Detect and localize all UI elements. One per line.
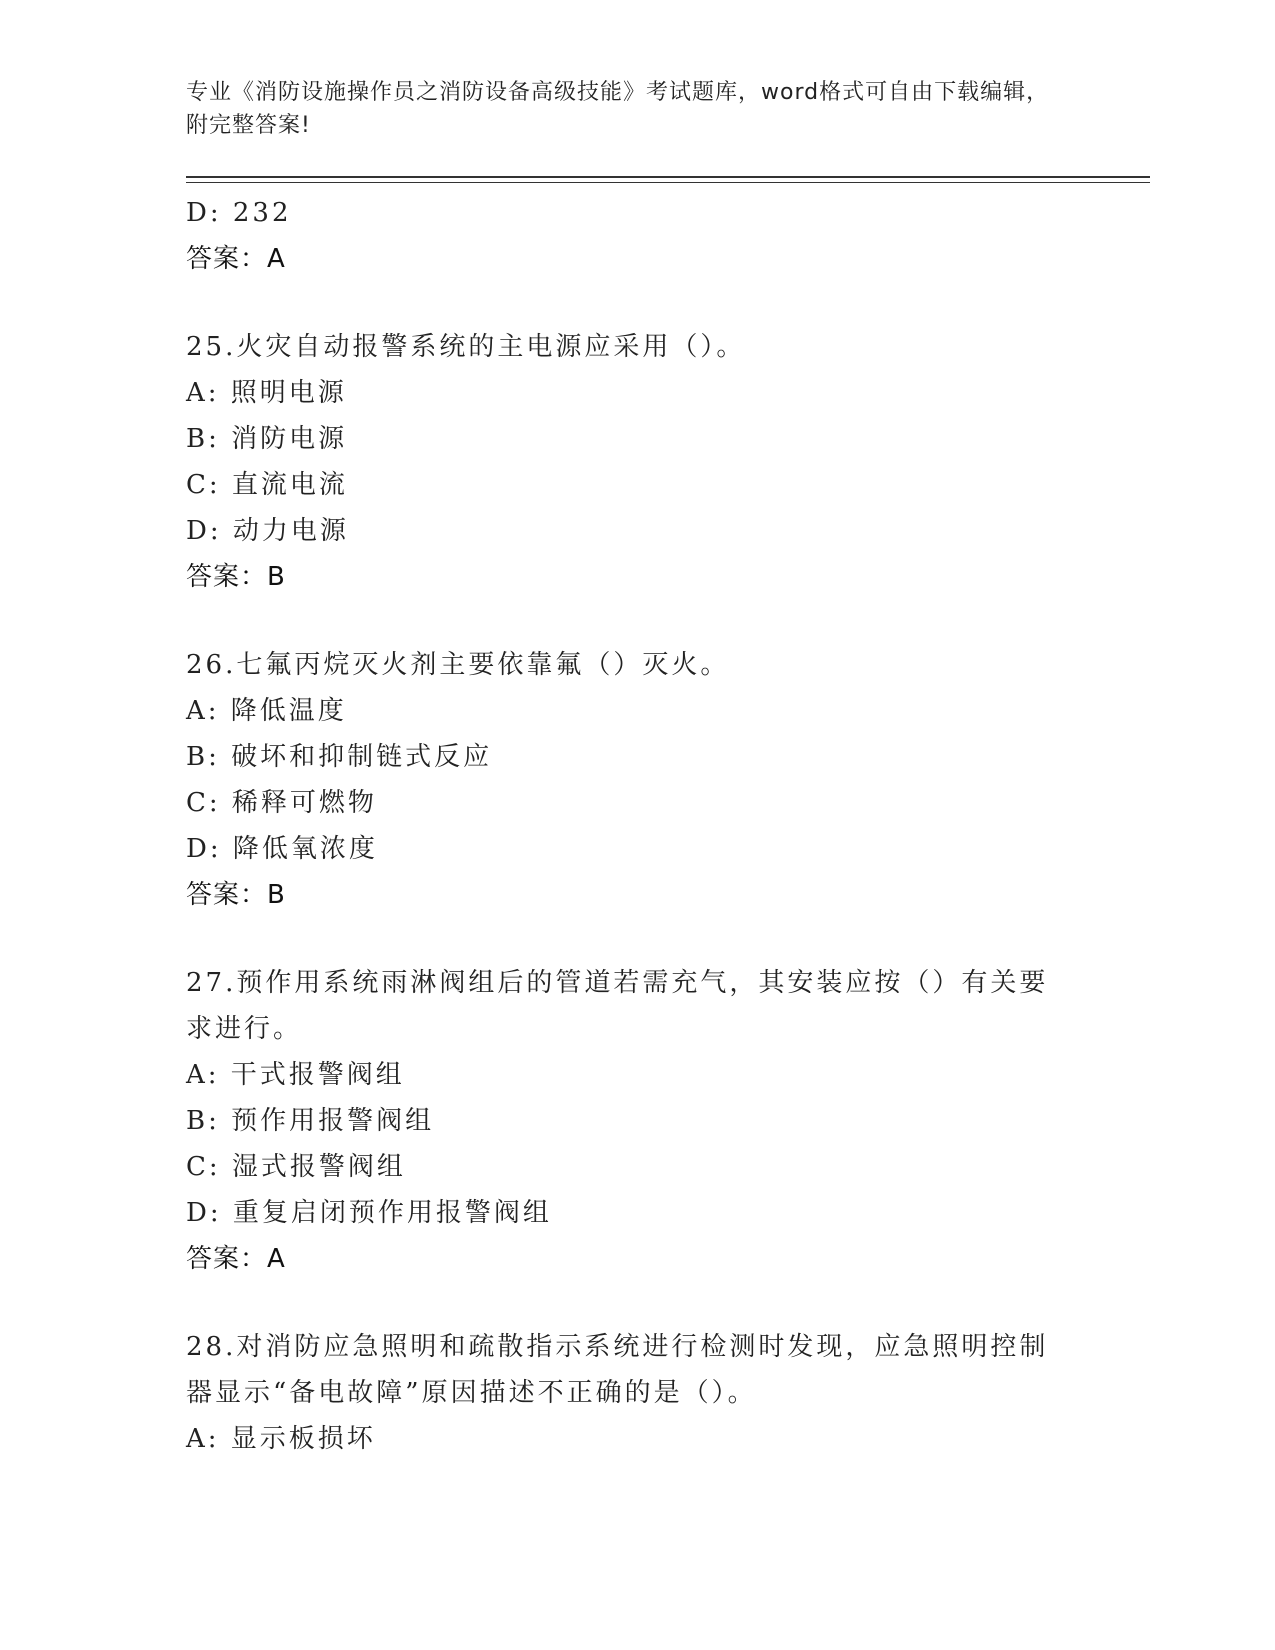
option-a: A: 照明电源 [186, 378, 347, 408]
option-a: A: 干式报警阀组 [186, 1060, 405, 1090]
option-d: D: 降低氧浓度 [186, 834, 378, 864]
question-25 [186, 324, 1086, 600]
question-text: 26.七氟丙烷灭火剂主要依靠氟（）灭火。 [186, 650, 730, 680]
option-a: A: 降低温度 [186, 696, 347, 726]
option-d: D: 动力电源 [186, 516, 349, 546]
answer: 答案：A [186, 1244, 286, 1274]
header-divider-thin [186, 182, 1150, 183]
previous-question-tail [186, 190, 1086, 282]
question-text: 27.预作用系统雨淋阀组后的管道若需充气，其安装应按（）有关要求进行。 [186, 968, 1049, 1044]
option-d: D: 232 [186, 198, 292, 228]
question-27 [186, 960, 1086, 1282]
question-26 [186, 642, 1086, 918]
option-b: B: 预作用报警阀组 [186, 1106, 435, 1136]
option-c: C: 湿式报警阀组 [186, 1152, 406, 1182]
option-c: C: 直流电流 [186, 470, 348, 500]
answer: 答案：A [186, 244, 286, 274]
answer: 答案：B [186, 880, 286, 910]
option-a: A: 显示板损坏 [186, 1424, 376, 1454]
answer: 答案：B [186, 562, 286, 592]
question-28 [186, 1324, 1086, 1462]
option-c: C: 稀释可燃物 [186, 788, 377, 818]
option-b: B: 消防电源 [186, 424, 348, 454]
option-b: B: 破坏和抑制链式反应 [186, 742, 493, 772]
question-text: 28.对消防应急照明和疏散指示系统进行检测时发现，应急照明控制器显示“备电故障”原因描述不正确的是（）。 [186, 1332, 1049, 1408]
question-text: 25.火灾自动报警系统的主电源应采用（）。 [186, 332, 746, 362]
option-d: D: 重复启闭预作用报警阀组 [186, 1198, 552, 1228]
header-note: 专业《消防设施操作员之消防设备高级技能》考试题库，word格式可自由下载编辑，附完整答案! [186, 80, 1050, 138]
question-content [186, 190, 1086, 1462]
header-divider [186, 176, 1150, 178]
